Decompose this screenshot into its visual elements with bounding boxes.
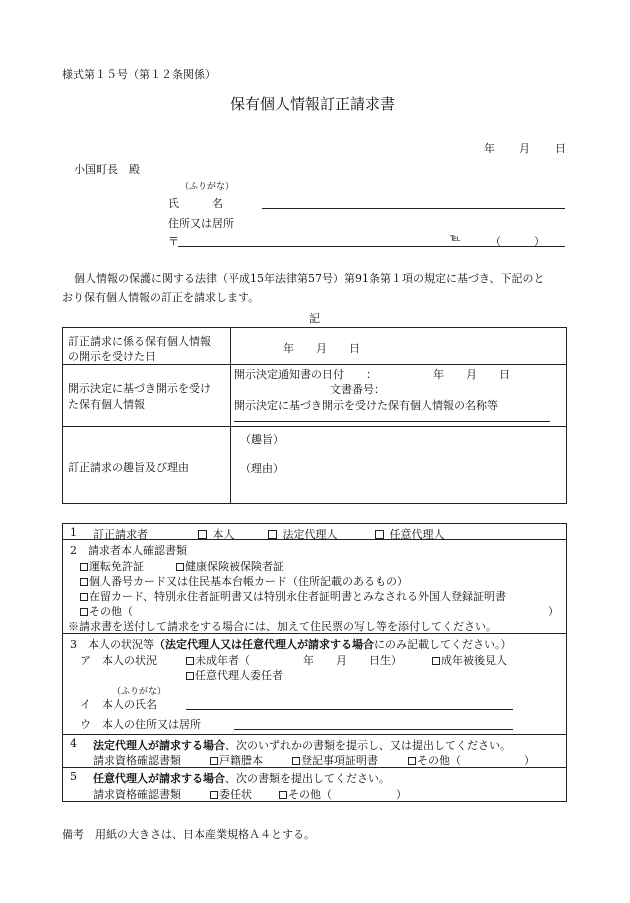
checkbox-icon [80, 608, 88, 616]
s2-option-license[interactable]: 運転免許証 [80, 558, 144, 574]
checkbox-icon [279, 791, 287, 799]
addressee: 小国町長 殿 [74, 163, 140, 176]
ki-heading: 記 [309, 312, 320, 325]
form-number: 様式第１５号（第１２条関係） [62, 68, 216, 81]
s5-option-power-of-attorney[interactable]: 委任状 [210, 786, 252, 802]
s4-option-other[interactable]: その他（ [408, 752, 461, 768]
s3-option-adult-ward[interactable]: 成年被後見人 [432, 652, 507, 668]
s1-option-legal-agent[interactable]: 法定代理人 [268, 526, 338, 542]
checkbox-icon [176, 563, 184, 571]
info-name-label: 開示決定に基づき開示を受けた保有個人情報の名称等 [234, 399, 498, 412]
date-year: 年 [484, 142, 495, 155]
checkbox-icon [186, 657, 194, 665]
checkbox-icon [210, 791, 218, 799]
s2-title: 2 請求者本人確認書類 [70, 544, 187, 557]
s5-text: 任意代理人が請求する場合、次の書類を提出してください。 [93, 772, 390, 785]
checkbox-icon [186, 672, 194, 680]
s5-option-other[interactable]: その他（ [279, 786, 332, 802]
footer-note: 備考 用紙の大きさは、日本産業規格Ａ４とする。 [62, 828, 315, 841]
s5-number: 5 [70, 770, 77, 783]
name-label: 氏 名 [168, 197, 223, 210]
s1-option-self[interactable]: 本人 [198, 526, 235, 542]
s5-other-close: ） [396, 788, 407, 801]
row1-label-2: の開示を受けた日 [68, 350, 156, 363]
row1-label-1: 訂正請求に係る保有個人情報 [68, 335, 211, 348]
s2-other-close: ） [548, 605, 559, 618]
checkbox-icon [80, 563, 88, 571]
name-field[interactable] [262, 208, 565, 209]
row2-label-1: 開示決定に基づき開示を受け [68, 382, 211, 395]
s3-option-minor[interactable]: 未成年者（ [186, 652, 250, 668]
s3-furigana: （ふりがな） [112, 687, 167, 697]
tel-icon: ℡ [450, 233, 461, 244]
date-day: 日 [555, 142, 566, 155]
row2-label-2: た保有個人情報 [68, 398, 145, 411]
s1-title: 訂正請求者 [93, 528, 148, 541]
checkbox-icon [198, 530, 207, 539]
principal-name-field[interactable] [186, 709, 513, 710]
checkbox-icon [375, 530, 384, 539]
document-number-label: 文書番号： [330, 383, 385, 396]
checkbox-icon [292, 757, 300, 765]
s4-docs-label: 請求資格確認書類 [93, 754, 181, 767]
page-title: 保有個人情報訂正請求書 [230, 95, 396, 113]
checkbox-icon [210, 757, 218, 765]
purpose-label: （趣旨） [240, 433, 284, 446]
checkbox-icon [408, 757, 416, 765]
principal-address-field[interactable] [234, 729, 513, 730]
checkbox-icon [80, 578, 88, 586]
s3-u-label: ウ 本人の住所又は居所 [80, 718, 201, 731]
s4-number: 4 [70, 737, 77, 750]
s2-option-residence-card[interactable]: 在留カード、特別永住者証明書又は特別永住者証明書とみなされる外国人登録証明書 [80, 588, 506, 604]
notice-date-field[interactable]: 年 月 日 [433, 368, 510, 381]
s4-text: 法定代理人が請求する場合、次のいずれかの書類を提示し、又は提出してください。 [93, 739, 511, 752]
checkbox-icon [80, 593, 88, 601]
s4-option-registry-cert[interactable]: 登記事項証明書 [292, 752, 378, 768]
info-name-field[interactable] [234, 421, 550, 422]
s3-a-label: ア 本人の状況 [80, 654, 157, 667]
s4-option-family-register[interactable]: 戸籍謄本 [210, 752, 263, 768]
s2-option-other[interactable]: その他（ [80, 603, 133, 619]
s5-docs-label: 請求資格確認書類 [93, 788, 181, 801]
checkbox-icon [268, 530, 277, 539]
s4-other-close: ） [524, 754, 535, 767]
s3-minor-dob[interactable]: 年 月 日生） [303, 654, 402, 667]
s1-option-voluntary-agent[interactable]: 任意代理人 [375, 526, 445, 542]
intro-line-2: おり保有個人情報の訂正を請求します。 [62, 291, 260, 304]
s3-option-principal[interactable]: 任意代理人委任者 [186, 667, 283, 683]
s2-option-mynumber[interactable]: 個人番号カード又は住民基本台帳カード（住所記載のあるもの） [80, 573, 408, 589]
s3-title: 3 本人の状況等（法定代理人又は任意代理人が請求する場合にのみ記載してください。） [70, 638, 512, 651]
notice-date-label: 開示決定通知書の日付 ： [234, 368, 377, 381]
s1-number: 1 [70, 526, 77, 539]
s2-option-insurance[interactable]: 健康保険被保険者証 [176, 558, 284, 574]
postal-mark: 〒 [168, 235, 179, 248]
s3-i-label: イ 本人の氏名 [80, 698, 157, 711]
s2-note: ※請求書を送付して請求をする場合には、加えて住民票の写し等を添付してください。 [68, 620, 497, 633]
tel-field[interactable]: （ ） [490, 235, 545, 248]
date-month: 月 [519, 142, 530, 155]
intro-line-1: 個人情報の保護に関する法律（平成15年法律第57号）第91条第１項の規定に基づき、下記のと [74, 272, 545, 285]
reason-label: （理由） [240, 462, 284, 475]
address-label: 住所又は居所 [168, 217, 234, 230]
checkbox-icon [432, 657, 440, 665]
disclosure-date-field[interactable]: 年 月 日 [283, 342, 360, 355]
row3-label: 訂正請求の趣旨及び理由 [68, 461, 189, 474]
furigana-label: （ふりがな） [180, 182, 235, 192]
